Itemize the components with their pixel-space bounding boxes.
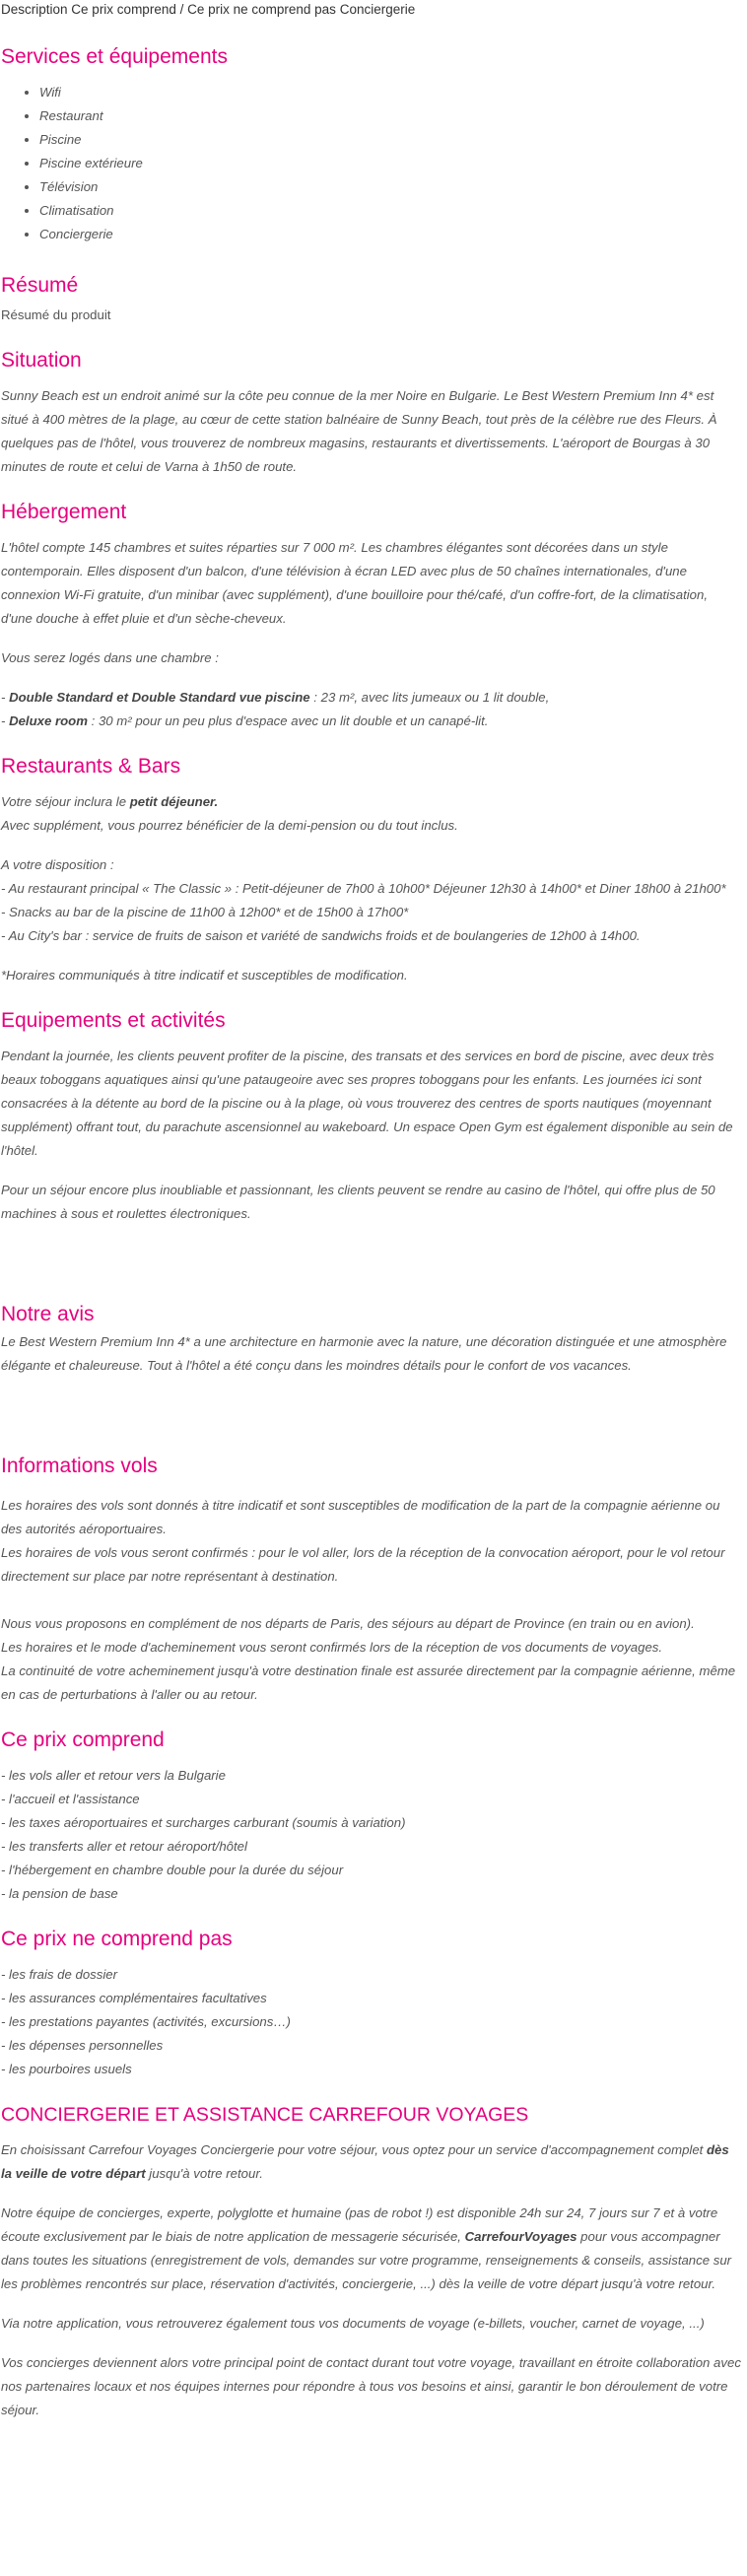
comprend-item: - la pension de base	[1, 1886, 118, 1901]
comprend-item: - les transferts aller et retour aéroport/hôtel	[1, 1839, 247, 1854]
comprend-item: - les vols aller et retour vers la Bulgarie	[1, 1768, 226, 1783]
room-prefix: -	[1, 713, 10, 728]
hebergement-text: L'hôtel compte 145 chambres et suites réparties sur 7 000 m². Les chambres élégantes sont décorées dans un style contemporain. Elles disposent d'un balcon, d'une télévision à écran LED avec plus de 50 chaînes internationales, d'une connexion Wi-Fi gratuite, d'un minibar (avec supplément), d'une bouilloire pour thé/café, d'un coffre-fort, de la climatisation, d'une douche à effet pluie et d'un sèche-cheveux.	[1, 540, 708, 626]
dispo-label: A votre disposition :	[1, 857, 114, 872]
restaurants-heading: Restaurants & Bars	[1, 755, 181, 778]
ne-comprend-item: - les pourboires usuels	[1, 2062, 132, 2076]
equipements-text: Pendant la journée, les clients peuvent profiter de la piscine, des transats et des services en bord de piscine, avec deux très beaux toboggans aquatiques ainsi qu'une pataugeoire avec ses propres toboggans pour les enfants. Les journées ici sont consacrées à la détente au bord de la piscine ou à la plage, où vous trouverez des centres de sports nautiques (moyennant supplément) offrant tout, du parachute ascensionnel au wakeboard. Un espace Open Gym est également disponible au sein de l'hôtel.	[1, 1049, 733, 1158]
comprend-item: - l'hébergement en chambre double pour la durée du séjour	[1, 1863, 344, 1877]
hebergement-intro: Vous serez logés dans une chambre :	[1, 650, 219, 665]
tab-bar	[1, 0, 742, 20]
comprend-item: - les taxes aéroportuaires et surcharges carburant (soumis à variation)	[1, 1815, 406, 1830]
service-item: • Restaurant	[39, 104, 742, 128]
tab-ce-prix-comprend[interactable]: Ce prix comprend	[71, 2, 176, 17]
restaurant-item: - Au restaurant principal « The Classic » : Petit-déjeuner de 7h00 à 10h00* Déjeuner 12h30 à 14h00* et Diner 18h00 à 21h00*	[1, 881, 726, 896]
room-item	[1, 686, 742, 710]
service-item: • Piscine extérieure	[39, 152, 742, 175]
conciergerie-text	[1, 2202, 742, 2296]
comprend-item: - l'accueil et l'assistance	[1, 1792, 140, 1806]
room-item	[1, 710, 742, 733]
vols-block	[1, 1612, 742, 1707]
conciergerie-text-part: En choisissant Carrefour Voyages Conciergerie pour votre séjour, vous optez pour un service d'accompagnement complet	[1, 2142, 707, 2157]
hebergement-heading: Hébergement	[1, 501, 127, 523]
comprend-heading: Ce prix comprend	[1, 1729, 165, 1751]
comprend-list	[1, 1764, 742, 1906]
restaurants-list	[1, 853, 742, 948]
tab-description[interactable]: Description	[1, 2, 68, 17]
room-desc: : 30 m² pour un peu plus d'espace avec un lit double et un canapé-lit.	[87, 713, 489, 728]
vols-line: Nous vous proposons en complément de nos départs de Paris, des séjours au départ de Province (en train ou en avion).	[1, 1616, 695, 1631]
ne-comprend-item: - les frais de dossier	[1, 1967, 117, 1982]
tab-separator: /	[175, 2, 188, 17]
room-prefix: -	[1, 690, 10, 705]
spacer	[1, 1242, 742, 1281]
services-list	[1, 81, 742, 246]
room-name: Double Standard et Double Standard vue piscine	[9, 690, 310, 705]
conciergerie-heading: CONCIERGERIE ET ASSISTANCE CARREFOUR VOYAGES	[1, 2104, 529, 2126]
service-item: • Climatisation	[39, 199, 742, 223]
service-item: • Conciergerie	[39, 223, 742, 246]
situation-text: Sunny Beach est un endroit animé sur la côte peu connue de la mer Noire en Bulgarie. Le Best Western Premium Inn 4* est situé à 400 mètres de la plage, au cœur de cette station balnéaire de Sunny Beach, tout près de la célèbre rue des Fleurs. À quelques pas de l'hôtel, vous trouverez de nombreux magasins, restaurants et divertissements. L'aéroport de Bourgas à 30 minutes de route et celui de Varna à 1h50 de route.	[1, 388, 717, 474]
conciergerie-text: Vos concierges deviennent alors votre principal point de contact durant tout votre voyage, travaillant en étroite collaboration avec nos partenaires locaux et nos équipes internes pour répondre à tous vos besoins et ainsi, garantir le bon déroulement de votre séjour.	[1, 2355, 741, 2417]
app-name-label: CarrefourVoyages	[464, 2229, 577, 2244]
conciergerie-text-part: Notre équipe de concierges, experte, polyglotte et humaine (pas de robot !) est disponible 24h sur 24, 7 jours sur 7 et à votre écoute exclusivement par le biais de notre application de messagerie sécurisée,	[1, 2205, 718, 2244]
vols-line: Les horaires et le mode d'acheminement vous seront confirmés lors de la réception de vos documents de voyages.	[1, 1640, 663, 1655]
ne-comprend-item: - les assurances complémentaires facultatives	[1, 1991, 267, 2005]
petit-dejeuner-label: petit déjeuner.	[129, 794, 219, 809]
room-name: Deluxe room	[9, 713, 88, 728]
ne-comprend-item: - les prestations payantes (activités, excursions…)	[1, 2014, 291, 2029]
conciergerie-text-part: jusqu'à votre retour.	[145, 2166, 263, 2181]
room-list	[1, 686, 742, 733]
restaurant-item: - Snacks au bar de la piscine de 11h00 à 12h00* et de 15h00 à 17h00*	[1, 905, 409, 919]
vols-line: Les horaires de vols vous seront confirmés : pour le vol aller, lors de la réception de la convocation aéroport, pour le vol retour directement sur place par notre représentant à destination.	[1, 1545, 725, 1584]
tab-conciergerie[interactable]: Conciergerie	[339, 2, 416, 17]
restaurants-line: Avec supplément, vous pourrez bénéficier de la demi-pension ou du tout inclus.	[1, 818, 458, 833]
restaurants-text: Votre séjour inclura le	[1, 794, 130, 809]
conciergerie-text: Via notre application, vous retrouverez également tous vos documents de voyage (e-billets, voucher, carnet de voyage, ...)	[1, 2316, 705, 2331]
avis-heading: Notre avis	[1, 1303, 95, 1325]
vols-line: La continuité de votre acheminement jusqu'à votre destination finale est assurée directement par la compagnie aérienne, même en cas de perturbations à l'aller ou au retour.	[1, 1663, 736, 1702]
equipements-heading: Equipements et activités	[1, 1009, 226, 1032]
tab-ce-prix-ne-comprend-pas[interactable]: Ce prix ne comprend pas	[187, 2, 336, 17]
ne-comprend-list	[1, 1963, 742, 2081]
restaurants-intro	[1, 790, 742, 838]
restaurants-line	[1, 790, 742, 814]
veille-depart-label: dès la veille de votre départ	[1, 2142, 729, 2181]
resume-text: Résumé du produit	[1, 307, 111, 322]
avis-text: Le Best Western Premium Inn 4* a une architecture en harmonie avec la nature, une décoration distinguée et une atmosphère élégante et chaleureuse. Tout à l'hôtel a été conçu dans les moindres détails pour le confort de vos vacances.	[1, 1334, 727, 1373]
restaurant-item: - Au City's bar : service de fruits de saison et variété de sandwichs froids et de boulangeries de 12h00 à 14h00.	[1, 928, 641, 943]
service-item: • Piscine	[39, 128, 742, 152]
vols-block	[1, 1494, 742, 1589]
vols-line: Les horaires des vols sont donnés à titre indicatif et sont susceptibles de modification de la part de la compagnie aérienne ou des autorités aéroportuaires.	[1, 1498, 720, 1536]
service-item: • Wifi	[39, 81, 742, 104]
equipements-text: Pour un séjour encore plus inoubliable et passionnant, les clients peuvent se rendre au casino de l'hôtel, qui offre plus de 50 machines à sous et roulettes électroniques.	[1, 1183, 715, 1221]
services-heading: Services et équipements	[1, 45, 228, 68]
ne-comprend-heading: Ce prix ne comprend pas	[1, 1928, 233, 1950]
conciergerie-text-part: pour vous accompagner dans toutes les situations (enregistrement de vols, demandes sur votre programme, renseignements & conseils, assistance sur les problèmes rencontrés sur place, réservation d'activités, conciergerie, ...) dès la veille de votre départ jusqu'à votre retour.	[1, 2229, 732, 2291]
horaires-note: *Horaires communiqués à titre indicatif et susceptibles de modification.	[1, 968, 408, 983]
service-item: • Télévision	[39, 175, 742, 199]
spacer	[1, 1393, 742, 1433]
situation-heading: Situation	[1, 349, 82, 372]
conciergerie-text	[1, 2138, 742, 2186]
ne-comprend-item: - les dépenses personnelles	[1, 2038, 164, 2053]
room-desc: : 23 m², avec lits jumeaux ou 1 lit double,	[309, 690, 550, 705]
vols-heading: Informations vols	[1, 1455, 158, 1477]
resume-heading: Résumé	[1, 274, 79, 297]
